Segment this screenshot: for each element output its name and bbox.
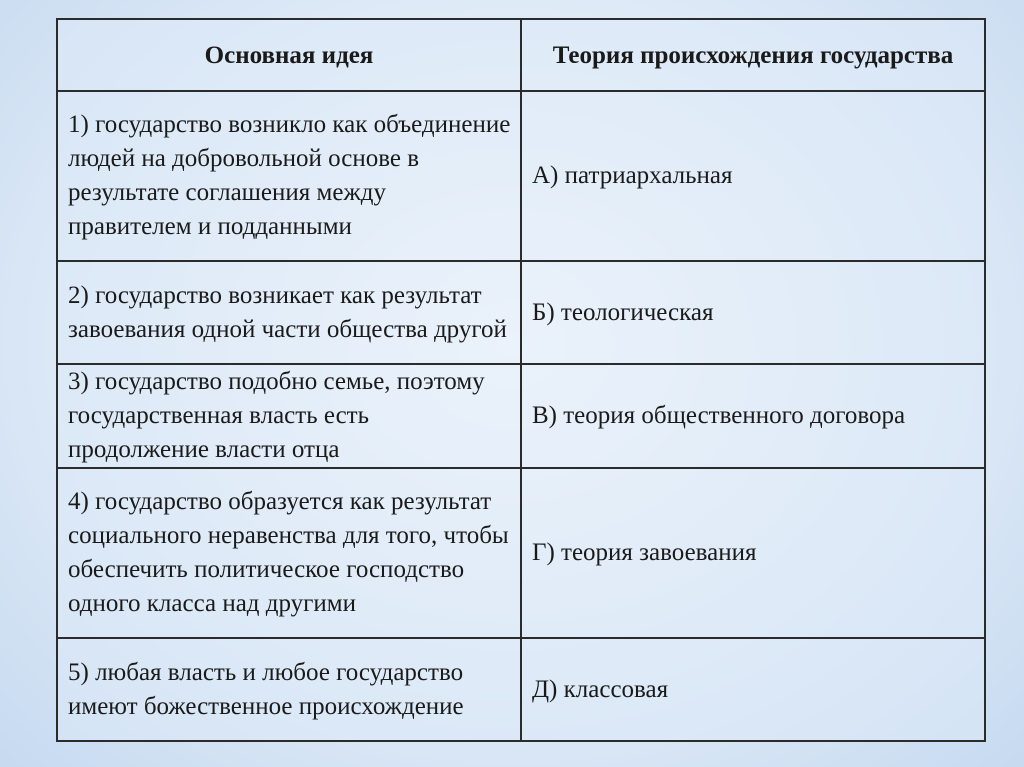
table-row <box>57 91 985 261</box>
theory-cell-b: Б) теологическая <box>521 261 985 364</box>
theory-cell-g: Г) теория завоевания <box>521 468 985 638</box>
table-header <box>57 19 985 91</box>
table-body <box>57 91 985 741</box>
header-main-idea: Основная идея <box>57 19 521 91</box>
table-row <box>57 468 985 638</box>
idea-cell-5: 5) любая власть и любое государство имеют божественное происхождение <box>57 638 521 741</box>
table-row <box>57 364 985 468</box>
header-row <box>57 19 985 91</box>
table-row <box>57 261 985 364</box>
theory-cell-d: Д) классовая <box>521 638 985 741</box>
matching-table <box>56 18 986 742</box>
idea-cell-4: 4) государство образуется как результат социального неравенства для того, чтобы обеспечить политическое господство одного класса над другими <box>57 468 521 638</box>
idea-cell-2: 2) государство возникает как результат завоевания одной части общества другой <box>57 261 521 364</box>
idea-cell-1: 1) государство возникло как объединение людей на добровольной основе в результате соглашения между правителем и подданными <box>57 91 521 261</box>
table-row <box>57 638 985 741</box>
idea-cell-3: 3) государство подобно семье, поэтому государственная власть есть продолжение власти отца <box>57 364 521 468</box>
header-theory-origin: Теория происхождения государства <box>521 19 985 91</box>
theory-cell-a: А) патриархальная <box>521 91 985 261</box>
theory-cell-v: В) теория общественного договора <box>521 364 985 468</box>
